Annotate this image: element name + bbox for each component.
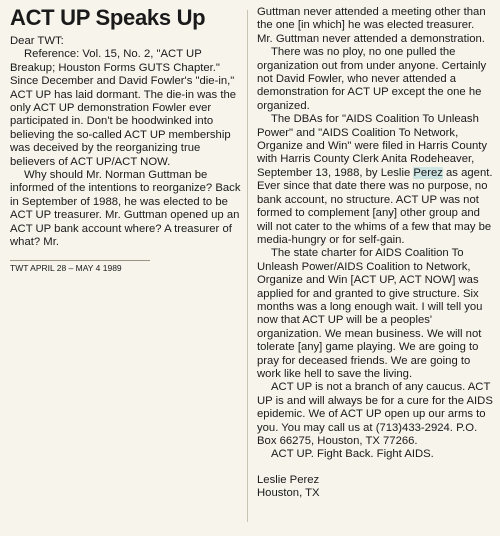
signature-name: Leslie Perez <box>257 473 320 486</box>
body-paragraph: The state charter for AIDS Coalition To Unleash Power/AIDS Coalition to Network, Organize and Win [ACT UP, ACT NOW] was applied for and granted to give structure. Six months was a long enough wait. I will tell you now that ACT UP will be a peoples' organization. We mean business. We will not tolerate [any] game playing. We are going to pray for deceased friends. We are going to work like hell to save the living. <box>257 247 483 380</box>
headline: ACT UP Speaks Up <box>10 5 206 30</box>
body-paragraph: Reference: Vol. 15, No. 2, "ACT UP Breakup; Houston Forms GUTS Chapter." Since December and David Fowler's "die-in," ACT UP has laid dormant. The die-in was the only ACT UP demonstration Fowler ever participated in. Don't be hoodwinked into believing the so-called ACT UP membership was deceived by the reorganizing true believers of ACT UP/ACT NOW. <box>10 48 237 168</box>
body-paragraph: Guttman never attended a meeting other than the one [in which] he was elected treasurer. Mr. Guttman never attended a demonstration. <box>257 6 486 45</box>
highlighted-name: Perez <box>413 166 443 179</box>
body-paragraph: Why should Mr. Norman Guttman be informed of the intentions to reorganize? Back in September of 1988, he was elected to be ACT UP treasurer. Mr. Guttman opened up an ACT UP bank account where? A treasurer of what? Mr. <box>10 169 241 249</box>
signature-place: Houston, TX <box>257 487 320 500</box>
body-paragraph: There was no ploy, no one pulled the organization out from under anyone. Certainly not David Fowler, who never attended a demonstration for ACT UP except the one he organized. <box>257 46 487 112</box>
paragraph-text: The DBAs for "AIDS Coalition To Unleash Power" and "AIDS Coalition To Network, Organize and Win" were filed in Harris County with Harris County Clerk Anita Rodeheaver, September 13, 1988, by Leslie <box>257 113 488 179</box>
left-column <box>10 6 242 273</box>
body-paragraph <box>257 113 493 247</box>
column-divider <box>247 10 248 522</box>
closing-slogan: ACT UP. Fight Back. Fight AIDS. <box>271 448 434 461</box>
salutation: Dear TWT: <box>10 35 64 47</box>
right-column <box>257 6 493 501</box>
paragraph-text: as agent. Ever since that date there was no purpose, no bank account, no structure. ACT UP was not formed to complement [any] other group and will not cater to the whims of a few that may be media-hungry or for self-gain. <box>257 166 493 246</box>
source-line: TWT APRIL 28 – MAY 4 1989 <box>10 260 150 273</box>
body-paragraph: ACT UP is not a branch of any caucus. ACT UP is and will always be for a cure for the AIDS epidemic. We of ACT UP open up our arms to you. You may call us at (713)433-2924. P.O. Box 66275, Houston, TX 77266. <box>257 381 493 447</box>
